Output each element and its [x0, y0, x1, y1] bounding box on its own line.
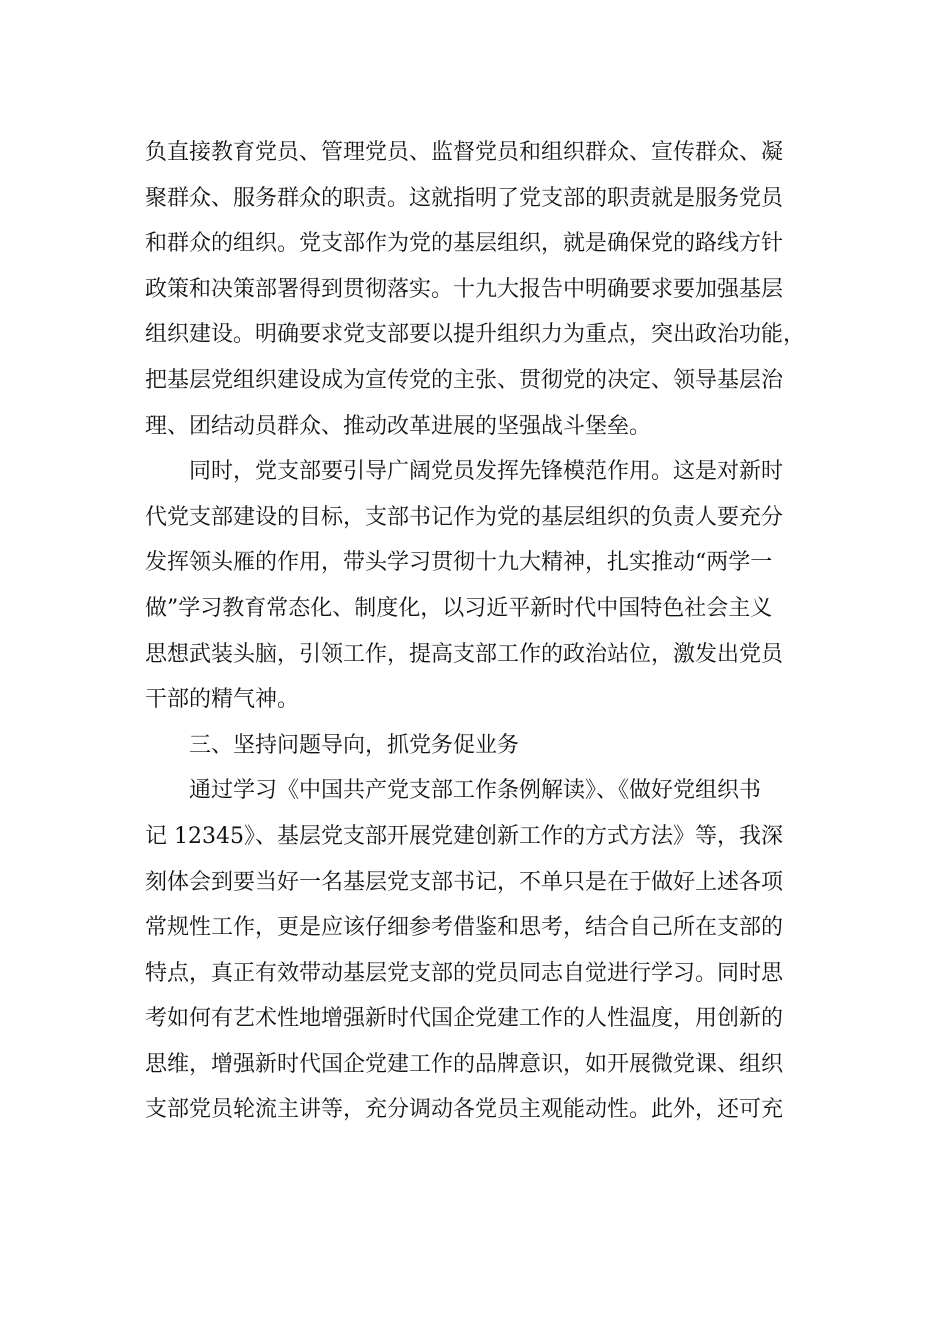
text-line: 把基层党组织建设成为宣传党的主张、贯彻党的决定、领导基层治 — [145, 367, 784, 393]
text-line: 常规性工作，更是应该仔细参考借鉴和思考，结合自己所在支部的 — [145, 915, 784, 941]
text-line: 政策和决策部署得到贯彻落实。十九大报告中明确要求要加强基层 — [145, 276, 784, 302]
text-line: 组织建设。明确要求党支部要以提升组织力为重点，突出政治功能， — [145, 322, 806, 348]
text-line: 聚群众、服务群众的职责。这就指明了党支部的职责就是服务党员 — [145, 185, 784, 211]
text-line: 负直接教育党员、管理党员、监督党员和组织群众、宣传群众、凝 — [145, 140, 784, 165]
text-line: 理、团结动员群众、推动改革进展的坚强战斗堡垒。 — [145, 413, 652, 439]
text-line: 和群众的组织。党支部作为党的基层组织，就是确保党的路线方针 — [145, 231, 784, 257]
text-line: 思维，增强新时代国企党建工作的品牌意识，如开展微党课、组织 — [145, 1051, 784, 1077]
text-line: 发挥领头雁的作用，带头学习贯彻十九大精神，扎实推动“两学一 — [145, 550, 773, 576]
paragraph-first-line: 同时，党支部要引导广阔党员发挥先锋模范作用。这是对新时 — [189, 459, 784, 485]
text-line: 做”学习教育常态化、制度化，以习近平新时代中国特色社会主义 — [145, 595, 773, 621]
text-line: 思想武装头脑，引领工作，提高支部工作的政治站位，激发出党员 — [145, 641, 784, 667]
text-line: 代党支部建设的目标，支部书记作为党的基层组织的负责人要充分 — [145, 504, 784, 530]
text-line: 刻体会到要当好一名基层党支部书记，不单只是在于做好上述各项 — [145, 869, 784, 895]
paragraph-first-line: 通过学习《中国共产党支部工作条例解读》、《做好党组织书 — [189, 778, 762, 804]
text-line: 记 12345》、基层党支部开展党建创新工作的方式方法》等，我深 — [145, 823, 783, 849]
section-heading: 三、坚持问题导向，抓党务促业务 — [189, 732, 520, 758]
text-line: 特点，真正有效带动基层党支部的党员同志自觉进行学习。同时思 — [145, 960, 784, 986]
text-line: 干部的精气神。 — [145, 687, 300, 713]
text-line: 支部党员轮流主讲等，充分调动各党员主观能动性。此外，还可充 — [145, 1097, 784, 1123]
text-line: 考如何有艺术性地增强新时代国企党建工作的人性温度，用创新的 — [145, 1006, 784, 1032]
body-text — [145, 130, 835, 1133]
